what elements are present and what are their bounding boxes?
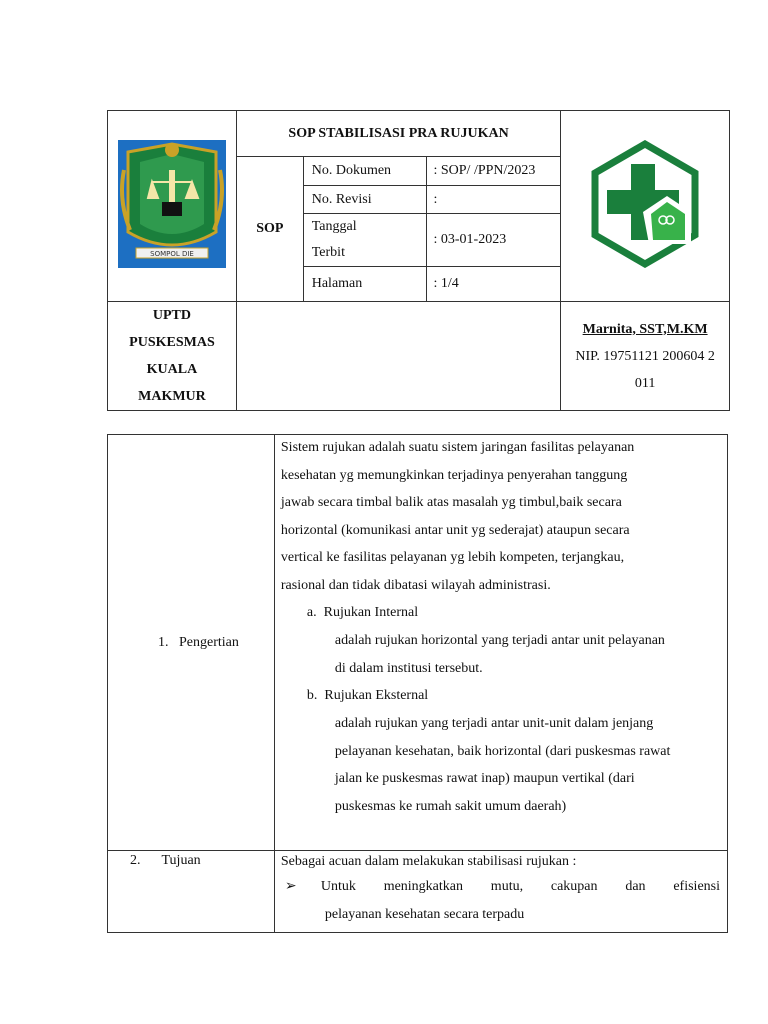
regency-coat-of-arms-logo	[118, 140, 226, 268]
svg-text:SOMPOL DIE: SOMPOL DIE	[150, 249, 194, 258]
section-label-pengertian: 1. Pengertian	[108, 435, 275, 851]
list-item: a. Rujukan Internal	[306, 605, 419, 620]
puskesmas-green-cross-logo	[589, 140, 701, 268]
list-item-continuation: pelayanan kesehatan secara terpadu	[324, 906, 525, 922]
tujuan-intro: Sebagai acuan dalam melakukan stabilisasi rujukan :	[280, 854, 577, 869]
sop-content-table	[107, 434, 728, 933]
field-value-tanggal-terbit: : 03-01-2023	[427, 214, 561, 267]
left-logo-cell	[108, 111, 237, 302]
field-value-halaman: : 1/4	[427, 267, 561, 302]
field-value-no-revisi: :	[427, 186, 561, 214]
section-content-tujuan	[274, 851, 727, 933]
list-item: ➢ Untuk meningkatkan mutu, cakupan dan efisiensi	[281, 873, 720, 901]
pengertian-paragraph: Sistem rujukan adalah suatu sistem jaringan fasilitas pelayanan kesehatan yg memungkinkan terjadinya penyerahan tanggung jawab secara timbal balik atas masalah yg timbul,baik secara horizontal (komunikasi antar unit yg sederajat) ataupun secara vertical ke fasilitas pelayanan yg lebih kompeten, terjangkau, rasional dan tidak dibatasi wilayah administrasi.	[280, 440, 635, 593]
empty-middle-cell	[236, 302, 560, 411]
field-value-no-dokumen: : SOP/ /PPN/2023	[427, 157, 561, 186]
list-item-description: adalah rujukan horizontal yang terjadi antar unit pelayanan di dalam institusi tersebut.	[334, 633, 665, 676]
right-logo-cell	[561, 111, 730, 302]
signer-block	[561, 302, 730, 411]
sop-label: SOP	[236, 157, 303, 302]
list-item: b. Rujukan Eksternal	[306, 688, 429, 703]
field-label-halaman: Halaman	[303, 267, 427, 302]
field-label-tanggal-terbit: Tanggal Terbit	[303, 214, 427, 267]
arrow-bullet-icon: ➢	[284, 879, 297, 894]
section-label-tujuan: 2. Tujuan	[108, 851, 275, 933]
organization-name: UPTD PUSKESMAS KUALA MAKMUR	[108, 302, 237, 411]
list-item-description: adalah rujukan yang terjadi antar unit-unit dalam jenjang pelayanan kesehatan, baik horizontal (dari puskesmas rawat jalan ke puskesmas rawat inap) maupun vertikal (dari puskesmas ke rumah sakit umum daerah)	[334, 716, 671, 814]
section-content-pengertian	[274, 435, 727, 851]
signer-name: Marnita, SST,M.KM	[582, 321, 708, 337]
signer-nip-cont: 011	[634, 375, 656, 391]
document-title: SOP STABILISASI PRA RUJUKAN	[236, 111, 560, 157]
field-label-no-dokumen: No. Dokumen	[303, 157, 427, 186]
signer-nip: NIP. 19751121 200604 2	[575, 348, 715, 364]
sop-header-table	[107, 110, 730, 411]
field-label-no-revisi: No. Revisi	[303, 186, 427, 214]
